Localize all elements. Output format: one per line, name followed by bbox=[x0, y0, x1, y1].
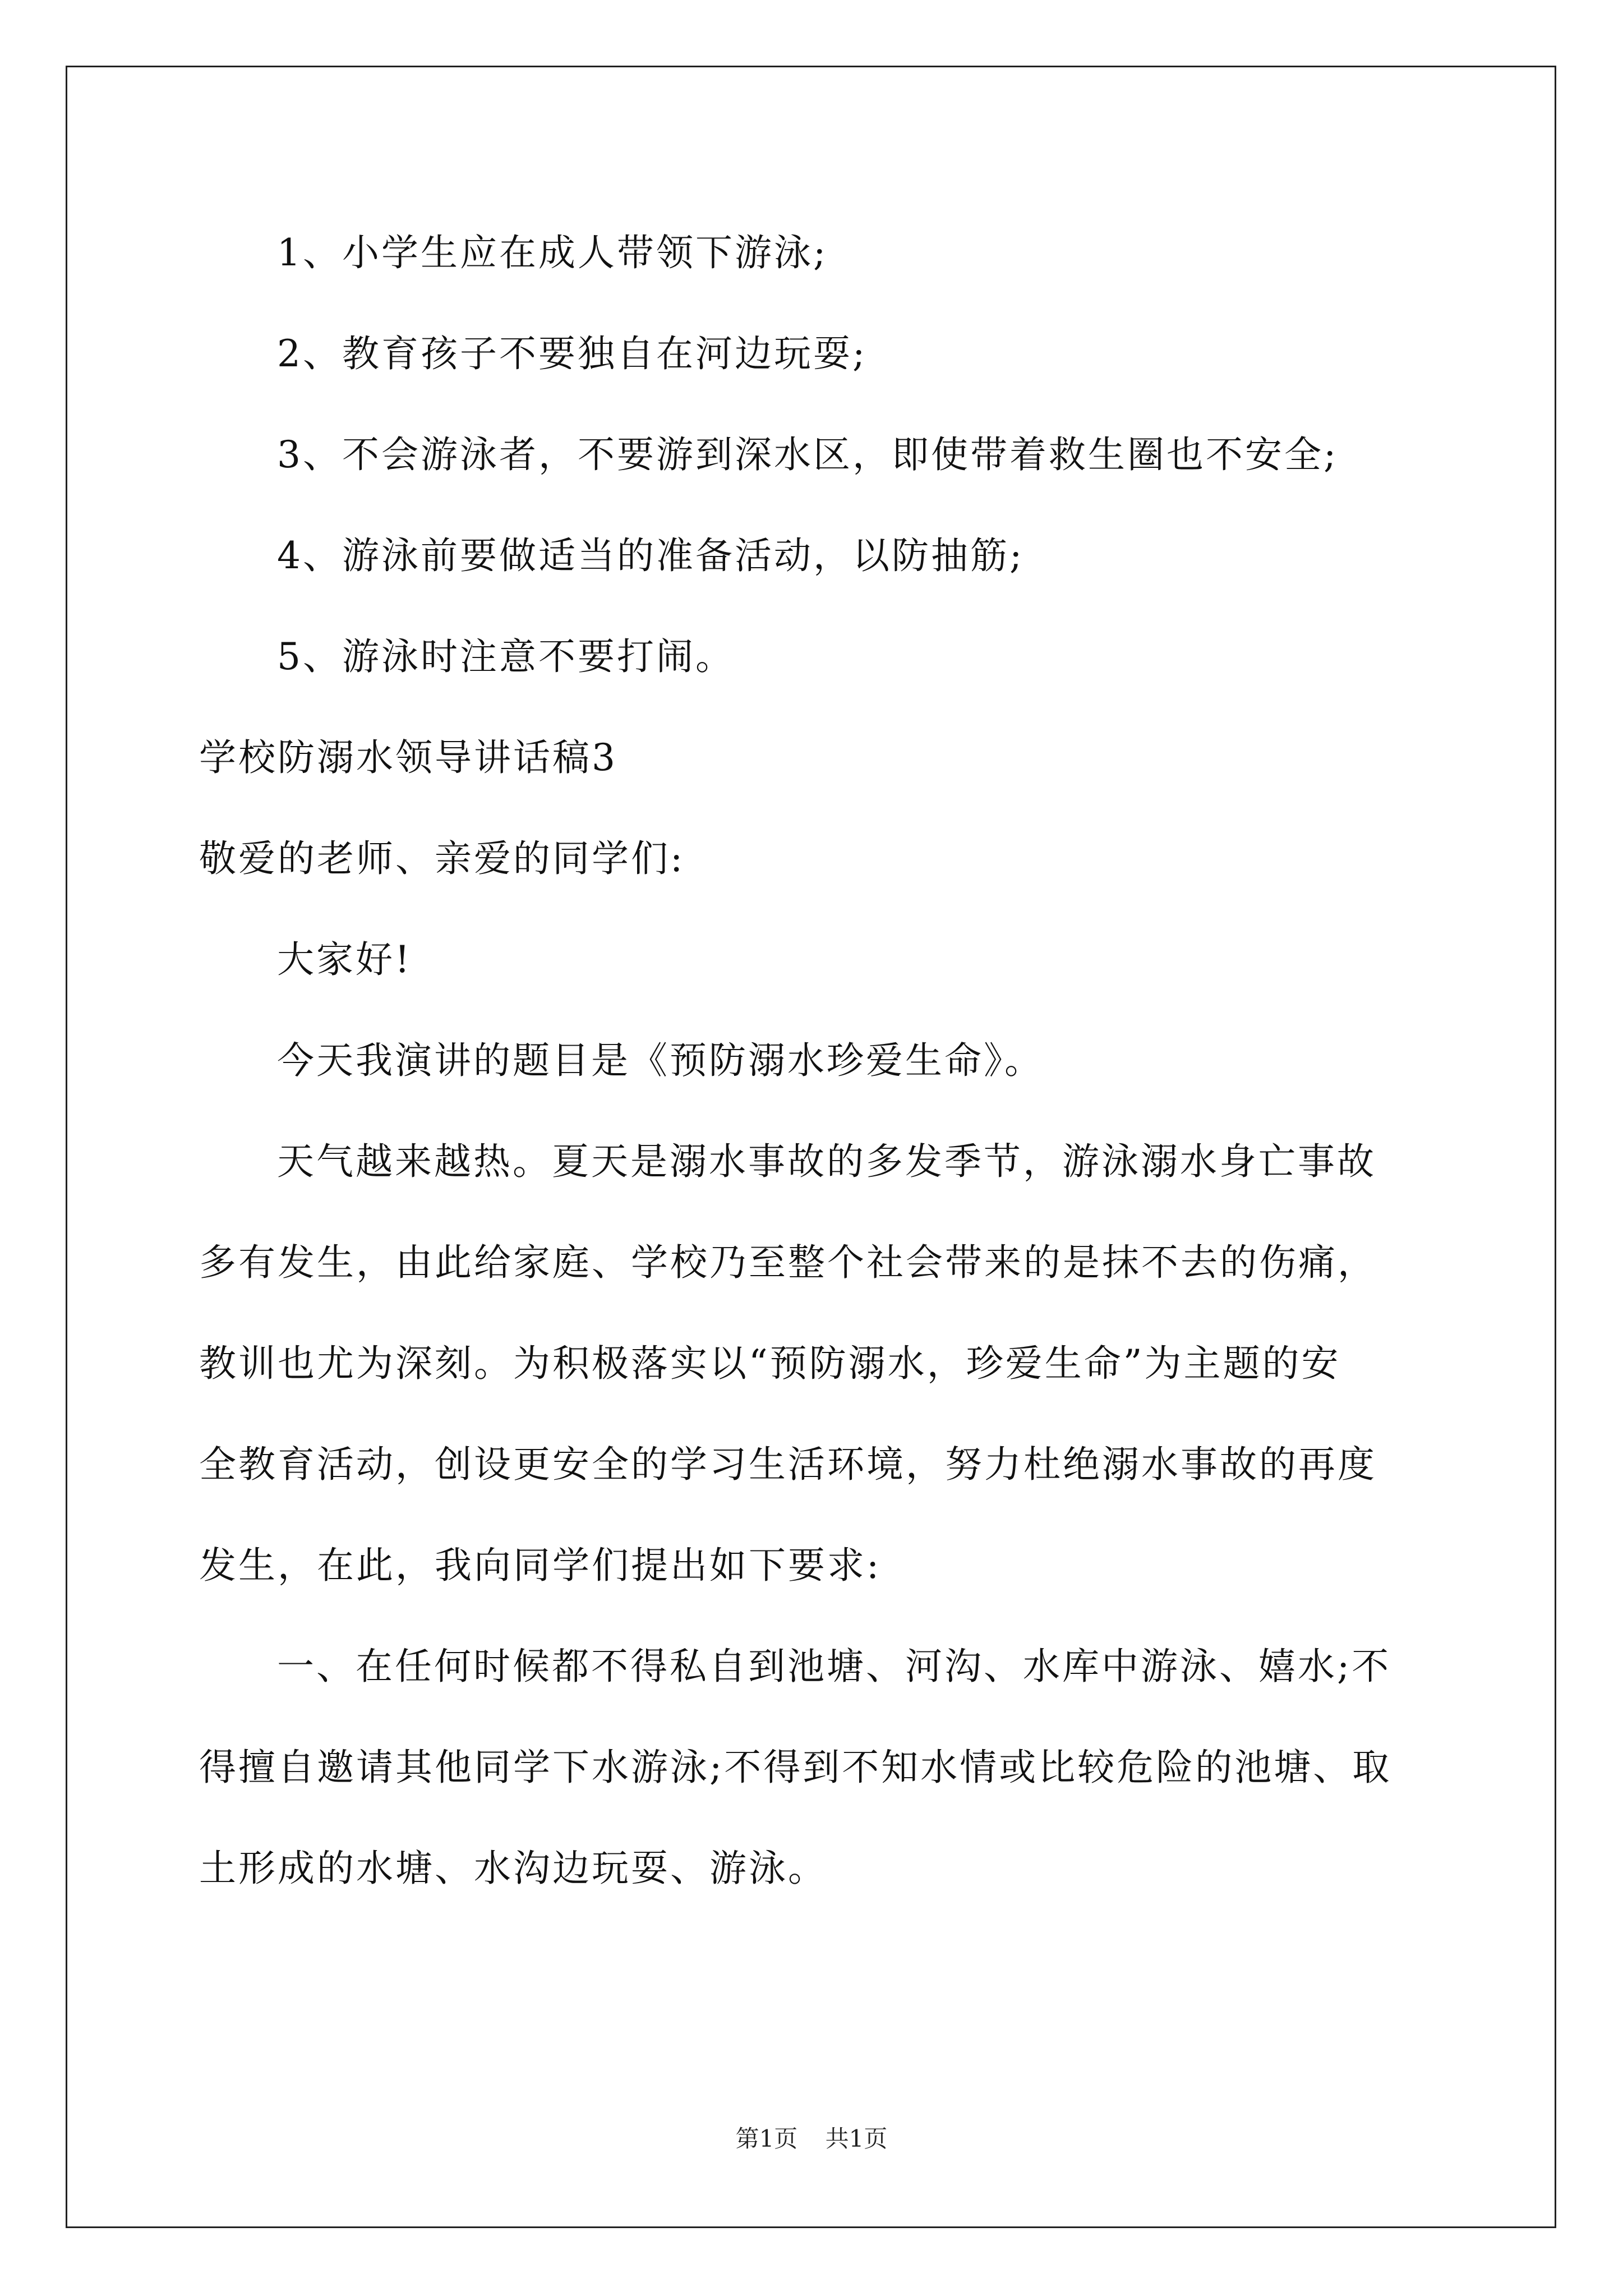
list-item-5: 5、游泳时注意不要打闹。 bbox=[277, 635, 735, 678]
page-number: 第1页 bbox=[735, 2125, 798, 2152]
greeting: 大家好! bbox=[277, 938, 412, 981]
list-item-4: 4、游泳前要做适当的准备活动，以防抽筋; bbox=[277, 534, 1025, 577]
paragraph-line: 全教育活动，创设更安全的学习生活环境，努力杜绝溺水事故的再度 bbox=[199, 1443, 1377, 1486]
paragraph-line: 多有发生，由此给家庭、学校乃至整个社会带来的是抹不去的伤痛， bbox=[199, 1241, 1377, 1284]
page-footer bbox=[0, 2125, 1623, 2153]
list-item-1: 1、小学生应在成人带领下游泳; bbox=[277, 231, 828, 274]
paragraph-line: 天气越来越热。夏天是溺水事故的多发季节，游泳溺水身亡事故 bbox=[277, 1140, 1376, 1183]
paragraph-line: 教训也尤为深刻。为积极落实以“预防溺水，珍爱生命”为主题的安 bbox=[199, 1342, 1341, 1385]
paragraph-line: 一、在任何时候都不得私自到池塘、河沟、水库中游泳、嬉水;不 bbox=[277, 1645, 1391, 1688]
section-title: 学校防溺水领导讲话稿3 bbox=[199, 736, 617, 779]
salutation: 敬爱的老师、亲爱的同学们: bbox=[199, 837, 685, 880]
speech-topic: 今天我演讲的题目是《预防溺水珍爱生命》。 bbox=[277, 1039, 1044, 1082]
paragraph-line: 得擅自邀请其他同学下水游泳;不得到不知水情或比较危险的池塘、取 bbox=[199, 1746, 1392, 1789]
paragraph-line: 土形成的水塘、水沟边玩耍、游泳。 bbox=[199, 1847, 827, 1890]
list-item-2: 2、教育孩子不要独自在河边玩耍; bbox=[277, 332, 868, 375]
paragraph-line: 发生，在此，我向同学们提出如下要求: bbox=[199, 1544, 882, 1587]
page-total: 共1页 bbox=[825, 2125, 888, 2152]
list-item-3: 3、不会游泳者，不要游到深水区，即使带着救生圈也不安全; bbox=[277, 433, 1339, 476]
